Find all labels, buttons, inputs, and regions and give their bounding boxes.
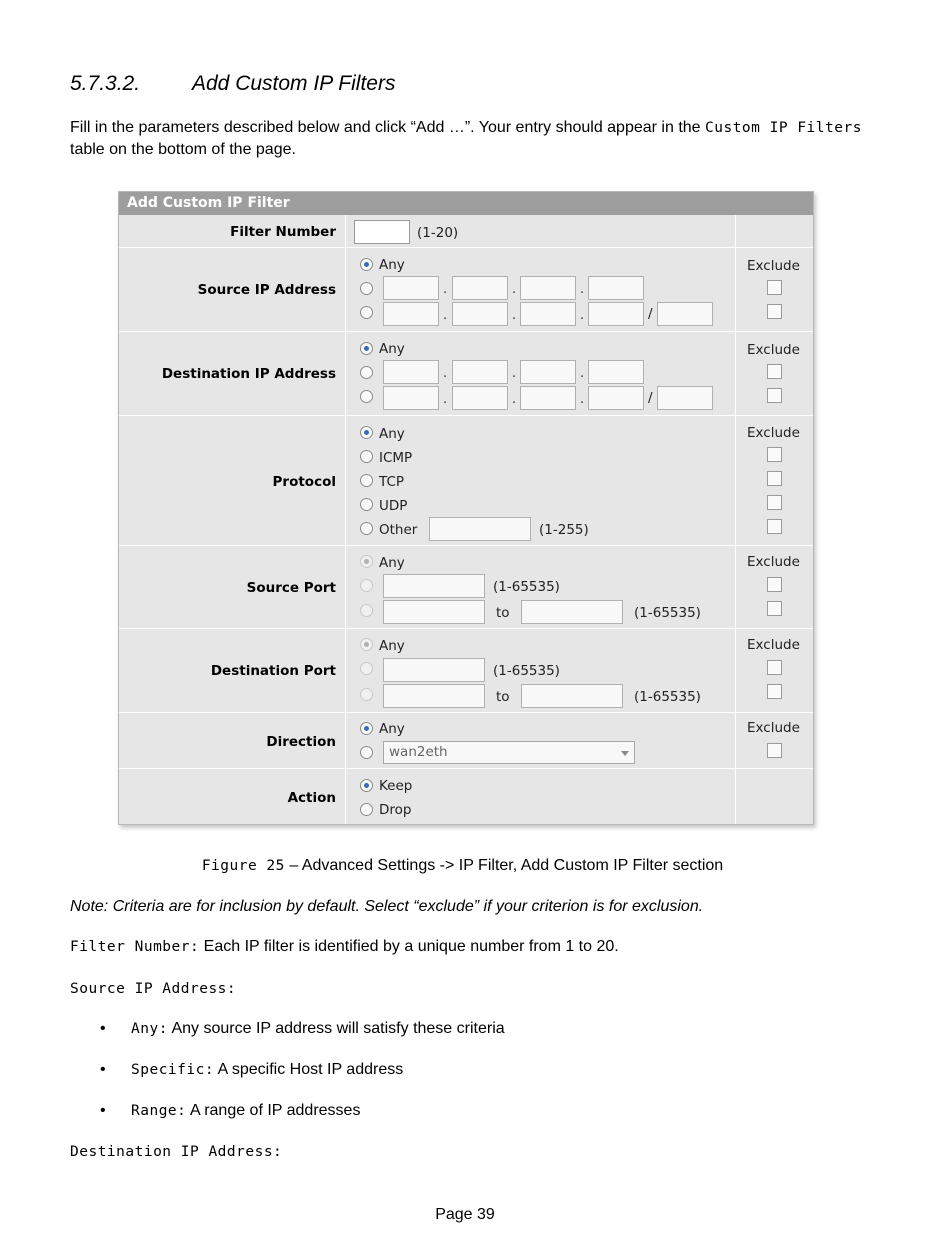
dest-ip-label: Destination IP Address xyxy=(161,366,336,382)
dest-port-any-label: Any xyxy=(379,638,405,654)
action-option-label: Drop xyxy=(379,802,412,818)
dest-port-label: Destination Port xyxy=(210,663,336,679)
term: Any: xyxy=(131,1021,168,1037)
action-keep-radio[interactable] xyxy=(360,779,373,792)
dot-separator: . xyxy=(580,366,585,381)
source-ip-range-octet-1[interactable] xyxy=(383,302,439,326)
term: Destination IP Address: xyxy=(70,1144,283,1160)
action-drop-radio[interactable] xyxy=(360,803,373,816)
dot-separator: . xyxy=(512,282,517,297)
source-port-single-exclude-checkbox[interactable] xyxy=(767,577,782,592)
source-port-range-hint: (1-65535) xyxy=(634,605,701,621)
source-ip-octet-2[interactable] xyxy=(452,276,508,300)
source-ip-mask-input[interactable] xyxy=(657,302,713,326)
dest-port-any-radio[interactable] xyxy=(360,638,373,651)
direction-interface-select[interactable] xyxy=(383,741,635,764)
source-ip-range-exclude-checkbox[interactable] xyxy=(767,304,782,319)
source-port-input[interactable] xyxy=(383,574,485,598)
dest-ip-specific-radio[interactable] xyxy=(360,366,373,379)
source-ip-range-octet-3[interactable] xyxy=(520,302,576,326)
figure-caption-text: – Advanced Settings -> IP Filter, Add Custom IP Filter section xyxy=(284,857,724,874)
filter-number-description xyxy=(70,938,619,956)
figure-number: Figure 25 xyxy=(201,858,285,874)
direction-select-value: wan2eth xyxy=(389,744,448,760)
direction-exclude-checkbox[interactable] xyxy=(767,743,782,758)
source-ip-range-octet-4[interactable] xyxy=(588,302,644,326)
protocol-other-range: (1-255) xyxy=(539,522,589,538)
dot-separator: . xyxy=(580,282,585,297)
term: Specific: xyxy=(131,1062,215,1078)
chevron-down-icon xyxy=(621,751,629,756)
dest-ip-octet-2[interactable] xyxy=(452,360,508,384)
filter-number-label: Filter Number xyxy=(230,224,336,240)
source-ip-range-radio[interactable] xyxy=(360,306,373,319)
source-ip-any-radio[interactable] xyxy=(360,258,373,271)
dest-ip-range-exclude-checkbox[interactable] xyxy=(767,388,782,403)
protocol-icmp-exclude-checkbox[interactable] xyxy=(767,447,782,462)
protocol-option-label: UDP xyxy=(379,498,408,514)
dest-port-range-exclude-checkbox[interactable] xyxy=(767,684,782,699)
bullet-item: • Specific: A specific Host IP address xyxy=(100,1061,404,1078)
source-port-single-radio[interactable] xyxy=(360,579,373,592)
action-label: Action xyxy=(287,790,336,806)
section-number: 5.7.3.2. xyxy=(70,72,141,95)
add-custom-ip-filter-panel xyxy=(118,191,814,825)
protocol-option-label: Other xyxy=(379,522,418,538)
dot-separator: . xyxy=(443,366,448,381)
intro-table-name: Custom IP Filters xyxy=(705,120,862,136)
description-text: A specific Host IP address xyxy=(214,1061,404,1078)
dest-ip-octet-4[interactable] xyxy=(588,360,644,384)
dest-ip-range-octet-2[interactable] xyxy=(452,386,508,410)
source-ip-octet-3[interactable] xyxy=(520,276,576,300)
dest-port-input[interactable] xyxy=(383,658,485,682)
dest-ip-specific-exclude-checkbox[interactable] xyxy=(767,364,782,379)
action-option-label: Keep xyxy=(379,778,413,794)
description-text: Each IP filter is identified by a unique number from 1 to 20. xyxy=(199,938,619,955)
direction-interface-radio[interactable] xyxy=(360,746,373,759)
protocol-icmp-radio[interactable] xyxy=(360,450,373,463)
dest-ip-any-label: Any xyxy=(379,341,405,357)
source-ip-heading xyxy=(70,980,236,998)
to-label: to xyxy=(496,605,510,621)
note-paragraph: Note: Criteria are for inclusion by default. Select “exclude” if your criterion is for exclusion. xyxy=(70,898,704,915)
intro-paragraph xyxy=(70,117,870,160)
protocol-tcp-radio[interactable] xyxy=(360,474,373,487)
dest-ip-heading xyxy=(70,1143,282,1161)
protocol-udp-exclude-checkbox[interactable] xyxy=(767,495,782,510)
source-port-label: Source Port xyxy=(246,580,336,596)
slash-separator: / xyxy=(648,306,653,322)
dest-port-to-input[interactable] xyxy=(521,684,623,708)
description-text: A range of IP addresses xyxy=(186,1102,361,1119)
protocol-option-label: Any xyxy=(379,426,405,442)
dest-port-range-hint: (1-65535) xyxy=(493,663,560,679)
protocol-option-label: TCP xyxy=(379,474,405,490)
section-title: Add Custom IP Filters xyxy=(192,72,396,95)
protocol-other-exclude-checkbox[interactable] xyxy=(767,519,782,534)
term: Filter Number: xyxy=(70,939,200,955)
figure-caption xyxy=(0,857,925,875)
intro-text: Fill in the parameters described below and click “Add …”. Your entry should appear in the xyxy=(70,119,701,136)
source-port-range-exclude-checkbox[interactable] xyxy=(767,601,782,616)
exclude-label: Exclude xyxy=(747,258,800,274)
source-port-range-hint: (1-65535) xyxy=(493,579,560,595)
direction-label: Direction xyxy=(266,734,336,750)
protocol-option-label: ICMP xyxy=(379,450,413,466)
dest-port-single-radio[interactable] xyxy=(360,662,373,675)
exclude-label: Exclude xyxy=(747,637,800,653)
source-ip-specific-radio[interactable] xyxy=(360,282,373,295)
source-ip-octet-1[interactable] xyxy=(383,276,439,300)
dest-ip-range-octet-1[interactable] xyxy=(383,386,439,410)
dest-ip-range-radio[interactable] xyxy=(360,390,373,403)
source-ip-specific-exclude-checkbox[interactable] xyxy=(767,280,782,295)
source-port-from-input[interactable] xyxy=(383,600,485,624)
source-ip-label: Source IP Address xyxy=(197,282,336,298)
dest-port-range-radio[interactable] xyxy=(360,688,373,701)
direction-any-radio[interactable] xyxy=(360,722,373,735)
exclude-label: Exclude xyxy=(747,720,800,736)
dot-separator: . xyxy=(580,392,585,407)
exclude-label: Exclude xyxy=(747,342,800,358)
direction-any-label: Any xyxy=(379,721,405,737)
exclude-label: Exclude xyxy=(747,425,800,441)
protocol-label: Protocol xyxy=(272,474,336,490)
protocol-udp-radio[interactable] xyxy=(360,498,373,511)
dot-separator: . xyxy=(443,308,448,323)
source-port-any-label: Any xyxy=(379,555,405,571)
exclude-label: Exclude xyxy=(747,554,800,570)
dest-ip-range-octet-4[interactable] xyxy=(588,386,644,410)
dot-separator: . xyxy=(580,308,585,323)
protocol-other-input[interactable] xyxy=(429,517,531,541)
protocol-tcp-exclude-checkbox[interactable] xyxy=(767,471,782,486)
source-ip-any-label: Any xyxy=(379,257,405,273)
source-port-any-radio[interactable] xyxy=(360,555,373,568)
dest-ip-octet-1[interactable] xyxy=(383,360,439,384)
section-heading xyxy=(70,72,395,96)
bullet-item: • Range: A range of IP addresses xyxy=(100,1102,361,1119)
dest-ip-octet-3[interactable] xyxy=(520,360,576,384)
protocol-any-radio[interactable] xyxy=(360,426,373,439)
dest-ip-any-radio[interactable] xyxy=(360,342,373,355)
dest-port-range-hint: (1-65535) xyxy=(634,689,701,705)
dot-separator: . xyxy=(443,392,448,407)
dot-separator: . xyxy=(512,392,517,407)
dot-separator: . xyxy=(512,308,517,323)
protocol-other-radio[interactable] xyxy=(360,522,373,535)
bullet-item: • Any: Any source IP address will satisfy these criteria xyxy=(100,1020,505,1037)
source-port-range-radio[interactable] xyxy=(360,604,373,617)
dest-ip-range-octet-3[interactable] xyxy=(520,386,576,410)
term: Range: xyxy=(131,1103,187,1119)
intro-text-end: table on the bottom of the page. xyxy=(70,141,296,158)
dest-port-single-exclude-checkbox[interactable] xyxy=(767,660,782,675)
source-ip-octet-4[interactable] xyxy=(588,276,644,300)
slash-separator: / xyxy=(648,390,653,406)
dest-port-from-input[interactable] xyxy=(383,684,485,708)
filter-number-input[interactable] xyxy=(354,220,410,244)
dot-separator: . xyxy=(512,366,517,381)
dest-ip-mask-input[interactable] xyxy=(657,386,713,410)
to-label: to xyxy=(496,689,510,705)
dot-separator: . xyxy=(443,282,448,297)
source-port-to-input[interactable] xyxy=(521,600,623,624)
description-text: Any source IP address will satisfy these criteria xyxy=(167,1020,505,1037)
page-number: Page 39 xyxy=(435,1206,495,1223)
panel-title: Add Custom IP Filter xyxy=(119,192,813,215)
filter-number-range: (1-20) xyxy=(417,225,459,241)
source-ip-range-octet-2[interactable] xyxy=(452,302,508,326)
term: Source IP Address: xyxy=(70,981,237,997)
